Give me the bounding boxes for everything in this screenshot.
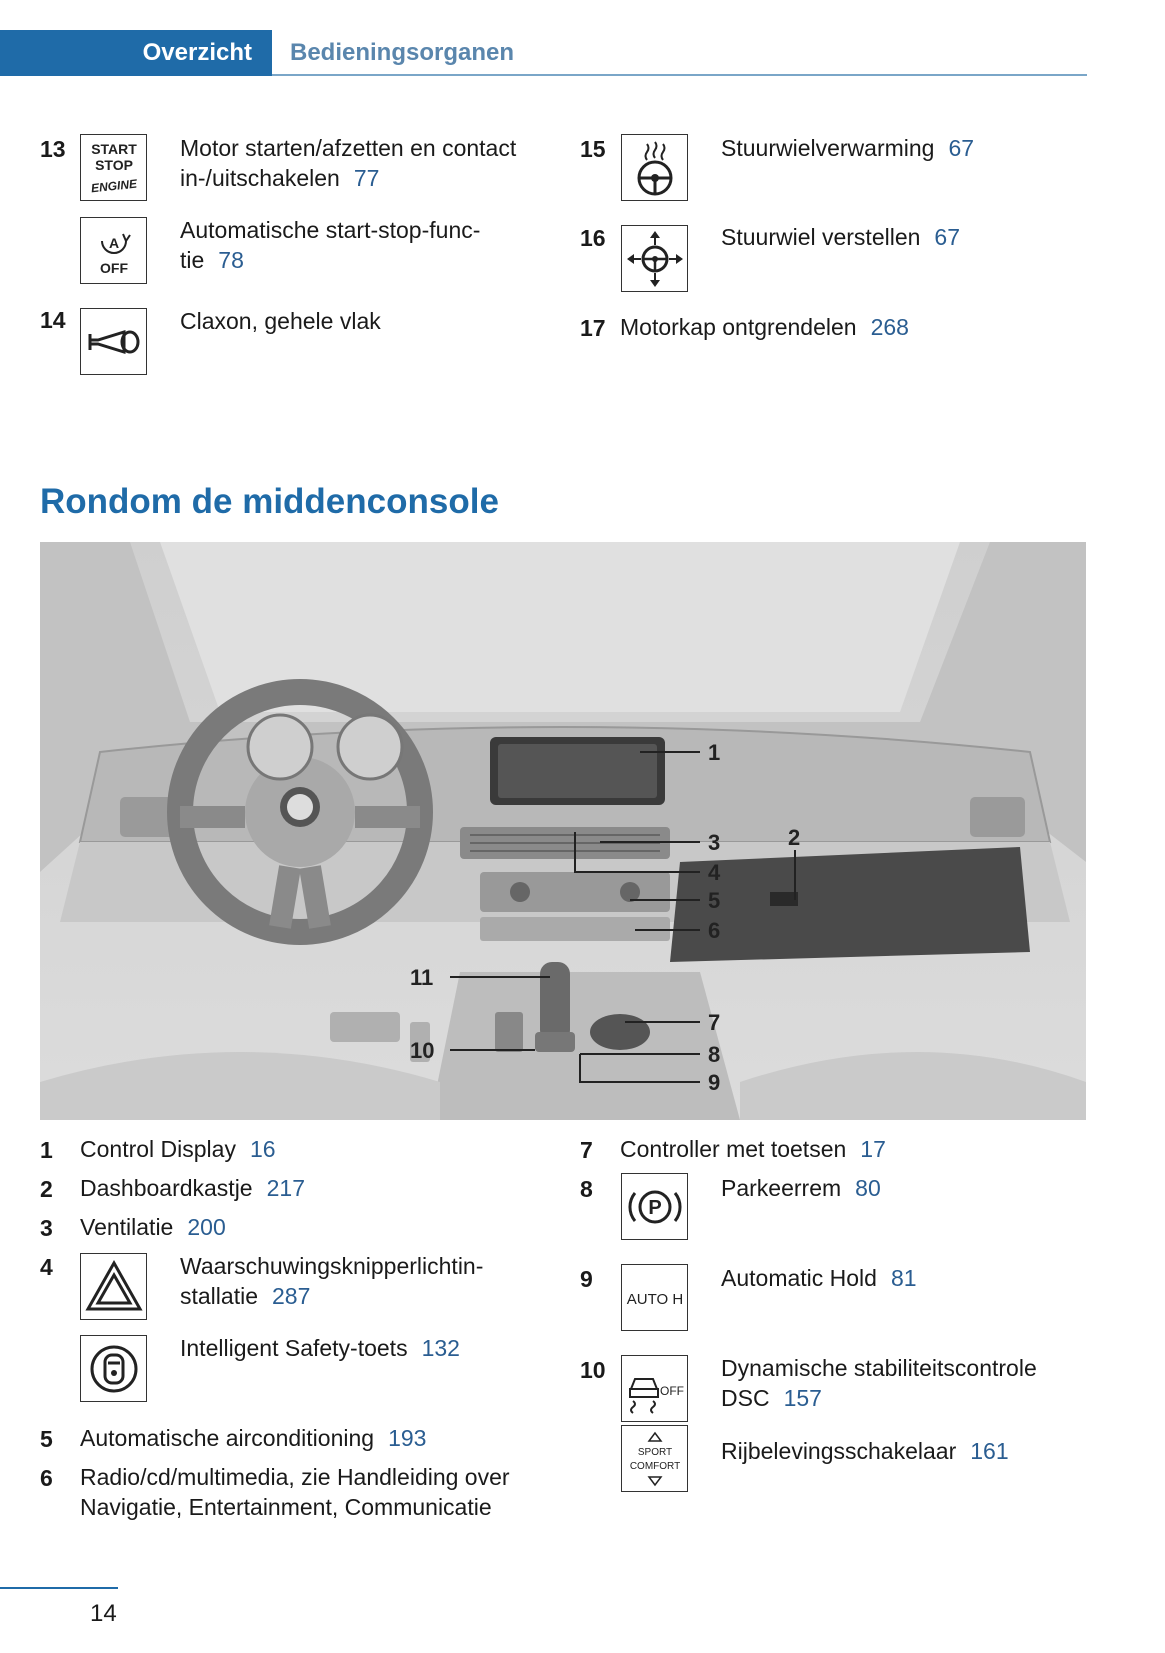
dsc-off-icon-label: OFF	[659, 1383, 684, 1398]
callout-5: 5	[708, 888, 721, 913]
item-7-text	[620, 1134, 886, 1164]
item-14-text: Claxon, gehele vlak	[180, 308, 381, 334]
callout-2: 2	[788, 825, 801, 850]
item-8-label: Parkeerrem	[721, 1175, 842, 1201]
icon-text-stop: STOP	[94, 156, 133, 173]
item-4-page-link[interactable]: 287	[271, 1283, 311, 1309]
item-3-text	[80, 1212, 226, 1242]
horn-icon	[80, 308, 147, 375]
callout-6: 6	[708, 918, 721, 943]
footer-divider	[0, 1587, 118, 1589]
icon-text-off: OFF	[99, 259, 128, 276]
item-auto-start-stop-line1: Automatische start-stop-func-	[180, 217, 481, 243]
item-number-13: 13	[40, 136, 66, 162]
item-driving-switch-text	[721, 1436, 1009, 1466]
item-number-14: 14	[40, 307, 66, 333]
callout-9: 9	[708, 1070, 721, 1095]
item-13-page-link[interactable]: 77	[353, 165, 380, 191]
item-auto-start-stop-line2-text: tie	[180, 247, 205, 273]
intelligent-safety-icon	[80, 1335, 147, 1402]
icon-text-comfort: COMFORT	[629, 1460, 680, 1472]
callout-4: 4	[708, 860, 721, 885]
callout-8: 8	[708, 1042, 721, 1067]
item-6-text	[80, 1462, 510, 1522]
centre-console-photo	[40, 542, 1086, 1120]
item-4-text	[180, 1251, 483, 1311]
item-6-line1: Radio/cd/multimedia, zie Handleiding over	[80, 1464, 510, 1490]
item-9-page-link[interactable]: 81	[890, 1265, 917, 1291]
item-6-line2: Navigatie, Entertainment, Communicatie	[80, 1494, 492, 1520]
item-10-line2-text: DSC	[721, 1385, 770, 1411]
start-stop-engine-icon	[80, 134, 147, 201]
item-17-label: Motorkap ontgrendelen	[620, 314, 857, 340]
item-5-page-link[interactable]: 193	[388, 1425, 427, 1451]
item-intelligent-safety-label: Intelligent Safety-toets	[180, 1335, 408, 1361]
item-2-text	[80, 1173, 305, 1203]
parking-brake-icon-label: P	[647, 1196, 662, 1219]
item-13-line2-text: in-/uitschakelen	[180, 165, 340, 191]
item-1-page-link[interactable]: 16	[249, 1136, 276, 1162]
hazard-warning-icon	[80, 1253, 147, 1320]
item-10-line2	[721, 1383, 1037, 1413]
item-17-text	[620, 312, 909, 342]
item-number-17: 17	[580, 315, 606, 341]
icon-text-sport: SPORT	[637, 1446, 672, 1458]
item-3-page-link[interactable]: 200	[187, 1214, 226, 1240]
page-number: 14	[90, 1600, 117, 1627]
item-3-label: Ventilatie	[80, 1214, 174, 1240]
callout-7: 7	[708, 1010, 721, 1035]
item-15-page-link[interactable]: 67	[948, 135, 975, 161]
item-9-label: Automatic Hold	[721, 1265, 877, 1291]
icon-text-engine: ENGINE	[89, 176, 138, 195]
item-number-7: 7	[580, 1137, 593, 1163]
header-tab-bedieningsorganen[interactable]: Bedieningsorganen	[290, 39, 515, 66]
item-number-8: 8	[580, 1176, 593, 1202]
auto-hold-icon	[621, 1264, 688, 1331]
item-1-text	[80, 1134, 276, 1164]
item-8-page-link[interactable]: 80	[855, 1175, 881, 1201]
header-divider	[272, 74, 1087, 76]
item-10-line1: Dynamische stabiliteitscontrole	[721, 1355, 1037, 1381]
item-number-9: 9	[580, 1266, 593, 1292]
item-13-line2	[180, 163, 516, 193]
item-number-3: 3	[40, 1215, 53, 1241]
item-auto-start-stop-page-link[interactable]: 78	[218, 247, 244, 273]
item-17-page-link[interactable]: 268	[870, 314, 909, 340]
item-1-label: Control Display	[80, 1136, 236, 1162]
item-10-text	[721, 1353, 1037, 1413]
item-7-label: Controller met toetsen	[620, 1136, 847, 1162]
item-15-text	[721, 133, 974, 163]
callout-1: 1	[708, 740, 721, 765]
item-9-text	[721, 1263, 917, 1293]
driving-experience-switch-icon	[621, 1425, 688, 1492]
item-number-5: 5	[40, 1426, 53, 1452]
icon-text-start: START	[90, 140, 137, 157]
item-10-page-link[interactable]: 157	[783, 1385, 822, 1411]
item-2-page-link[interactable]: 217	[266, 1175, 305, 1201]
item-16-page-link[interactable]: 67	[934, 224, 961, 250]
item-7-page-link[interactable]: 17	[860, 1136, 886, 1162]
item-2-label: Dashboardkastje	[80, 1175, 253, 1201]
item-auto-start-stop-text	[180, 215, 480, 275]
item-16-label: Stuurwiel verstellen	[721, 224, 921, 250]
item-driving-switch-page-link[interactable]: 161	[970, 1438, 1009, 1464]
item-8-text	[721, 1173, 881, 1203]
item-number-10: 10	[580, 1357, 606, 1383]
item-4-line1: Waarschuwingsknipperlichtin-	[180, 1253, 484, 1279]
item-intelligent-safety-page-link[interactable]: 132	[421, 1335, 460, 1361]
item-number-1: 1	[40, 1137, 53, 1163]
callout-11: 11	[410, 965, 434, 990]
steering-wheel-adjust-icon	[621, 225, 688, 292]
item-number-2: 2	[40, 1176, 53, 1202]
item-driving-switch-label: Rijbelevingsschakelaar	[721, 1438, 957, 1464]
item-intelligent-safety-text	[180, 1333, 460, 1363]
item-4-line2	[180, 1281, 483, 1311]
item-number-15: 15	[580, 136, 606, 162]
item-5-text	[80, 1423, 426, 1453]
callout-10: 10	[410, 1038, 435, 1063]
steering-wheel-heating-icon	[621, 134, 688, 201]
item-13-line1: Motor starten/afzetten en contact	[180, 135, 517, 161]
icon-text-a: A	[108, 234, 119, 251]
callout-3: 3	[708, 830, 721, 855]
item-number-6: 6	[40, 1465, 53, 1491]
item-number-4: 4	[40, 1254, 53, 1280]
item-auto-start-stop-line2	[180, 245, 480, 275]
item-number-16: 16	[580, 225, 606, 251]
header-tab-overzicht[interactable]: Overzicht	[142, 39, 252, 66]
item-15-label: Stuurwielverwarming	[721, 135, 935, 161]
auto-hold-icon-label: AUTO H	[626, 1290, 683, 1308]
item-13-text	[180, 133, 516, 193]
auto-start-stop-off-icon	[80, 217, 147, 284]
item-16-text	[721, 222, 960, 252]
section-title: Rondom de middenconsole	[40, 482, 499, 521]
item-5-label: Automatische airconditioning	[80, 1425, 375, 1451]
dsc-off-icon	[621, 1355, 688, 1422]
parking-brake-icon	[621, 1173, 688, 1240]
item-4-line2-text: stallatie	[180, 1283, 258, 1309]
